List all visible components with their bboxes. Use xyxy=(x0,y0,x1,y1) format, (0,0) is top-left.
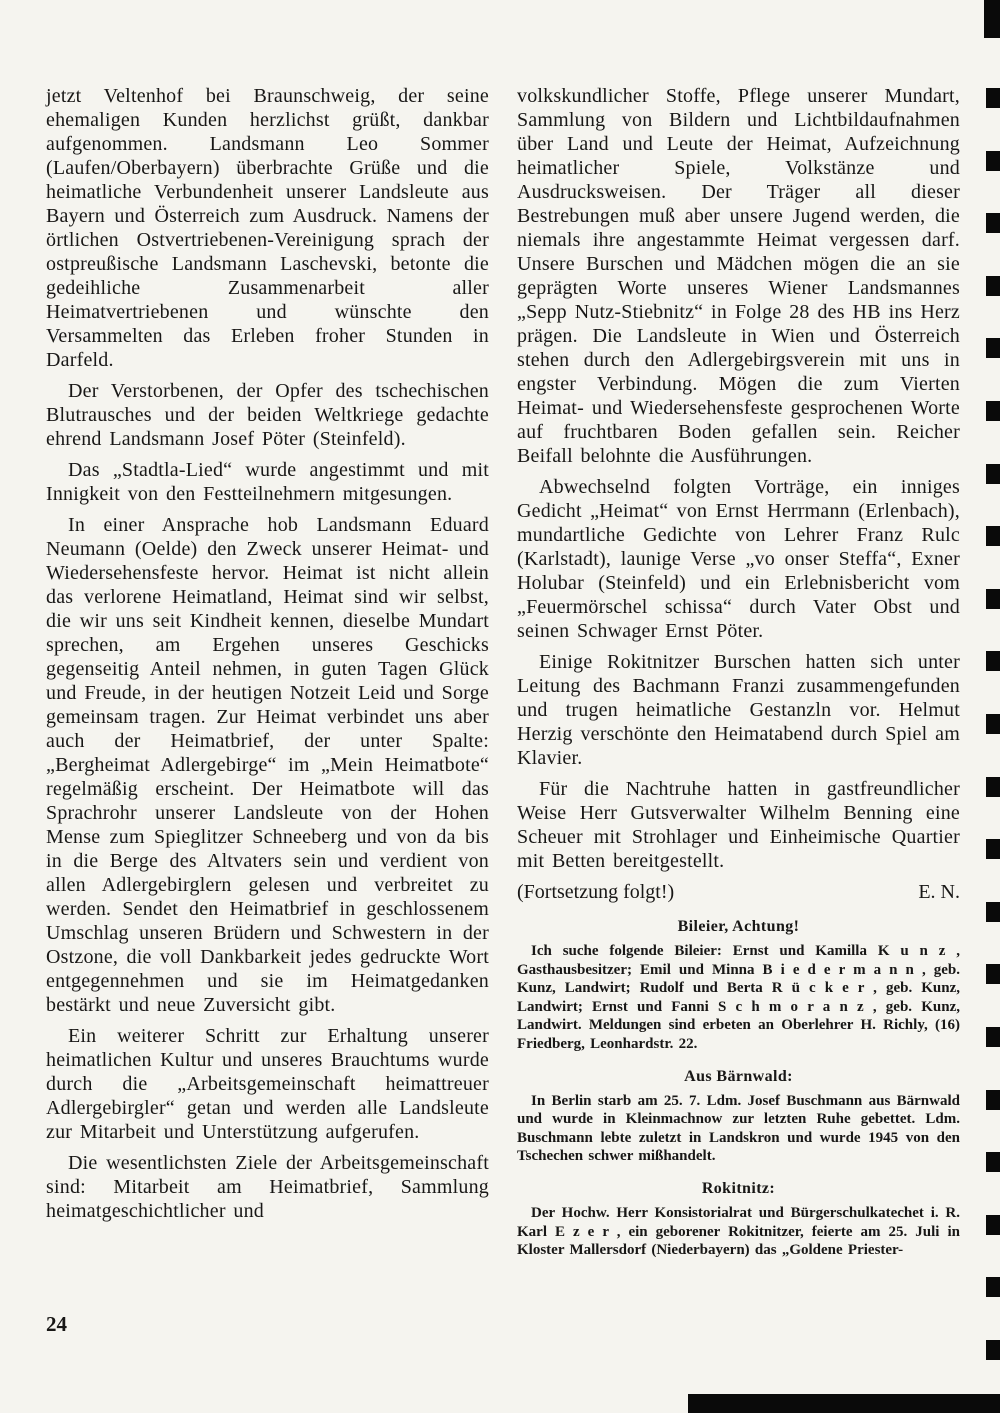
scan-artifact-mark xyxy=(688,1394,1000,1413)
paragraph: jetzt Veltenhof bei Braunschweig, der seine ehemaligen Kunden herzlichst grüßt, dankbar aufgenommen. Landsmann Leo Sommer (Laufen/Oberbayern) überbrachte Grüße und die heimatliche Verbundenheit unserer Landsleute aus Bayern und Österreich zum Ausdruck. Namens der örtlichen Ostvertriebenen-Vereinigung sprach der ostpreußische Landsmann Laschevski, betonte die gedeihliche Zusammenarbeit aller Heimatvertriebenen und wünschte den Versammelten das Erleben froher Stunden in Darfeld. xyxy=(46,85,489,371)
notice-heading: Rokitnitz: xyxy=(701,1179,776,1197)
right-column-paras xyxy=(517,84,960,873)
paragraph: In einer Ansprache hob Landsmann Eduard Neumann (Oelde) den Zweck unserer Heimat- und Wiedersehensfeste hervor. Heimat ist nicht allein das verlorene Heimatland, Heimat sind wir selbst, die wir uns seit Kindheit kennen, dieselbe Mundart sprechen, am Ergehen unseres Geschicks gegenseitig Anteil nehmen, in guten Tagen Glück und Freude, in der heutigen Notzeit Leid und Sorge gemeinsam tragen. Zur Heimat verbindet uns aber auch der Heimatbrief, der unter Spalte: „Bergheimat Adlergebirge“ im „Mein Heimatbote“ regelmäßig erscheint. Der Heimatbote will das Sprachrohr unserer Landsleute von der Hohen Mense zum Spieglitzer Schneeberg und von da bis in die Berge des Altvaters sein und verdient von allen Adlergebirglern gelesen und verbreitet zu werden. Sendet den Heimatbrief in geschlossenem Umschlag unseren Brüdern und Schwestern in der Ostzone, die voll Dankbarkeit jedes gedruckte Wort entgegennehmen und sie im Heimatgedanken bestärkt und neue Zuversicht gibt. xyxy=(46,514,489,1016)
scan-artifact-mark xyxy=(984,0,1000,38)
paragraph: Der Verstorbenen, der Opfer des tschechischen Blutrausches und der beiden Weltkriege gedachte ehrend Landsmann Josef Pöter (Steinfeld). xyxy=(46,380,489,450)
paragraph: Ein weiterer Schritt zur Erhaltung unserer heimatlichen Kultur und unseres Brauchtums wurde durch die „Arbeitsgemeinschaft heimattreuer Adlergebirgler“ getan und werden alle Landsleute zur Mitarbeit und Unterstützung aufgerufen. xyxy=(46,1025,489,1143)
scan-artifact-mark xyxy=(986,777,1000,797)
scan-artifact-mark xyxy=(986,1090,1000,1110)
scan-artifact-mark xyxy=(986,839,1000,859)
paragraph: Abwechselnd folgten Vorträge, ein inniges Gedicht „Heimat“ von Ernst Herrmann (Erlenbach), mundartliche Gedichte von Lehrer Franz Rulc (Karlstadt), launige Verse „vo onser Steffa“, Exner Holubar (Steinfeld) und ein Erlebnisbericht vom „Feuermörschel schissa“ durch Vater Obst und seinen Schwager Ernst Pöter. xyxy=(517,476,960,642)
scan-artifact-mark xyxy=(986,276,1000,296)
paragraph: Die wesentlichsten Ziele der Arbeitsgemeinschaft sind: Mitarbeit am Heimatbrief, Sammlung heimatgeschichtlicher und xyxy=(46,1152,489,1222)
continuation-note: (Fortsetzung folgt!) xyxy=(517,881,675,903)
scan-artifact-mark xyxy=(986,1215,1000,1235)
scan-artifact-mark xyxy=(986,1340,1000,1360)
notice-heading: Aus Bärnwald: xyxy=(684,1067,793,1085)
continuation-row xyxy=(517,880,960,904)
signature: E. N. xyxy=(918,881,960,903)
scan-artifact-mark xyxy=(986,213,1000,233)
page-number: 24 xyxy=(46,1312,67,1336)
paragraph: Für die Nachtruhe hatten in gastfreundlicher Weise Herr Gutsverwalter Wilhelm Benning eine Scheuer mit Strohlager und Einheimische Quartier mit Betten bereitgestellt. xyxy=(517,778,960,872)
scan-artifact-mark xyxy=(986,1152,1000,1172)
scan-artifact-mark xyxy=(986,526,1000,546)
paragraph: Das „Stadtla-Lied“ wurde angestimmt und mit Innigkeit von den Festteilnehmern mitgesungen. xyxy=(46,459,489,505)
scan-artifact-mark xyxy=(986,964,1000,984)
notice-body: Der Hochw. Herr Konsistorialrat und Bürgerschulkatechet i. R. Karl E z e r , ein geborener Rokitnitzer, feierte am 25. Juli in Kloster Mallersdorf (Niederbayern) das „Goldene Priester- xyxy=(517,1204,960,1259)
scan-artifact-mark xyxy=(986,401,1000,421)
notices xyxy=(517,918,960,1260)
left-column xyxy=(46,84,489,1260)
scan-artifact-mark xyxy=(986,464,1000,484)
paragraph: volkskundlicher Stoffe, Pflege unserer Mundart, Sammlung von Bildern und Lichtbildaufnahmen über Land und Leute der Heimat, Aufzeichnung heimatlicher Spiele, Volkstänze und Ausdrucksweisen. Der Träger all dieser Bestrebungen muß aber unsere Jugend werden, die niemals ihre angestammte Heimat vergessen darf. Unsere Burschen und Mädchen mögen die an sie geprägten Worte unseres Wiener Landsmannes „Sepp Nutz-Stiebnitz“ in Folge 28 des HB ins Herz prägen. Die Landsleute in Wien und Österreich stehen durch den Adlergebirgsverein mit uns in engster Verbindung. Mögen die zum Vierten Heimat- und Wiedersehensfeste gesprochenen Worte auf fruchtbaren Boden gefallen sein. Reicher Beifall belohnte die Ausführungen. xyxy=(517,85,960,467)
scan-artifact-mark xyxy=(986,714,1000,734)
notice-heading: Bileier, Achtung! xyxy=(677,918,800,935)
scan-artifact-mark xyxy=(986,151,1000,171)
scan-artifact-mark xyxy=(986,902,1000,922)
scan-artifact-mark xyxy=(986,1277,1000,1297)
scan-artifact-mark xyxy=(986,88,1000,108)
two-column-text-block xyxy=(46,84,960,1260)
scan-artifact-mark xyxy=(986,1027,1000,1047)
right-column xyxy=(517,84,960,1260)
scan-artifact-mark xyxy=(986,589,1000,609)
paragraph: Einige Rokitnitzer Burschen hatten sich unter Leitung des Bachmann Franzi zusammengefunden und trugen heimatliche Gestanzln vor. Helmut Herzig verschönte den Heimatabend durch Spiel am Klavier. xyxy=(517,651,960,769)
notice-body: Ich suche folgende Bileier: Ernst und Kamilla K u n z , Gasthausbesitzer; Emil und Minna B i e d e r m a n n , geb. Kunz, Landwirt; Rudolf und Berta R ü c k e r , geb. Kunz, Landwirt; Ernst und Fanni S c h m o r a n z , geb. Kunz, Landwirt. Meldungen sind erbeten an Oberlehrer H. Richly, (16) Friedberg, Leonhardstr. 22. xyxy=(517,943,960,1052)
scan-artifact-mark xyxy=(986,338,1000,358)
notice-body: In Berlin starb am 25. 7. Ldm. Josef Buschmann aus Bärnwald und wurde in Kleinmachnow zur letzten Ruhe gebettet. Ldm. Buschmann lebte zuletzt in Landskron und wurde 1945 von den Tschechen schwer mißhandelt. xyxy=(517,1092,960,1165)
scan-artifact-mark xyxy=(986,651,1000,671)
